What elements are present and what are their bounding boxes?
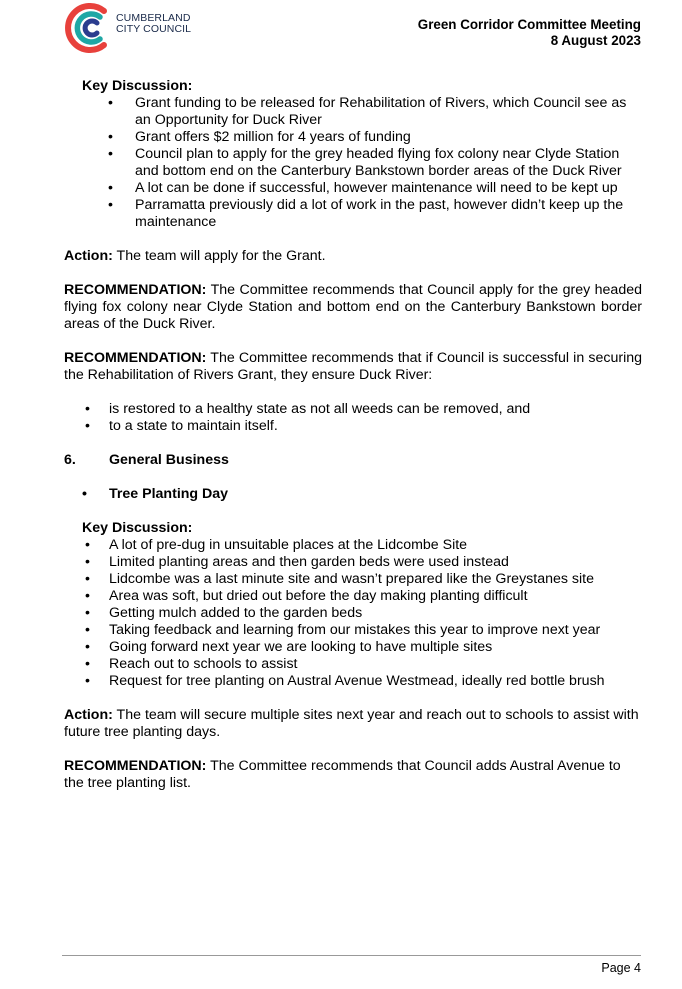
key-discussion-heading: Key Discussion:: [82, 78, 193, 94]
recommendation-text: The Committee recommends that if Council is successful in securing the Rehabilitation of Rivers Grant, they ensure Duck River:: [64, 350, 642, 383]
action-label: Action:: [64, 707, 113, 723]
recommendation-paragraph: [64, 758, 642, 792]
list-item: • Area was soft, but dried out before the day making planting difficult: [82, 588, 642, 605]
list-item: • Grant offers $2 million for 4 years of funding: [108, 129, 642, 146]
action-paragraph: [64, 707, 642, 741]
recommendation-paragraph: [64, 282, 642, 333]
list-item: • Lidcombe was a last minute site and wasn’t prepared like the Greystanes site: [82, 571, 642, 588]
list-item: • is restored to a healthy state as not all weeds can be removed, and: [82, 401, 642, 418]
list-item: • Council plan to apply for the grey headed flying fox colony near Clyde Station and bottom end on the Canterbury Bankstown border areas of the Duck River: [108, 146, 642, 180]
recommendation-label: RECOMMENDATION:: [64, 282, 207, 298]
section-title: General Business: [109, 452, 229, 468]
section-number: 6.: [64, 452, 76, 468]
sub-heading-title: Tree Planting Day: [109, 486, 229, 502]
council-logo-mark-icon: [64, 2, 116, 54]
list-item: • Taking feedback and learning from our mistakes this year to improve next year: [82, 622, 642, 639]
action-text: The team will apply for the Grant.: [112, 248, 326, 264]
logo-line1: CUMBERLAND: [116, 12, 191, 24]
section-heading: [64, 452, 642, 469]
bullet-icon: •: [82, 486, 87, 502]
meeting-title: Green Corridor Committee Meeting: [417, 17, 641, 32]
recommendation-text: The Committee recommends that Council apply for the grey headed flying fox colony near Clyde Station and bottom end on the Canterbury Bankstown border areas of the Duck River.: [64, 282, 642, 332]
meeting-date: 8 August 2023: [550, 33, 641, 48]
sub-heading: [82, 486, 642, 503]
list-item: • Request for tree planting on Austral Avenue Westmead, ideally red bottle brush: [82, 673, 642, 690]
page-header: [418, 17, 641, 49]
list-item: • to a state to maintain itself.: [82, 418, 642, 435]
key-discussion-list: [64, 537, 642, 690]
list-item: • Going forward next year we are looking to have multiple sites: [82, 639, 642, 656]
action-paragraph: [64, 248, 642, 265]
list-item: • A lot can be done if successful, however maintenance will need to be kept up: [108, 180, 642, 197]
list-item: • Parramatta previously did a lot of work in the past, however didn’t keep up the maintenance: [108, 197, 642, 231]
action-text: The team will secure multiple sites next year and reach out to schools to assist with future tree planting days.: [64, 707, 639, 740]
list-item: • Reach out to schools to assist: [82, 656, 642, 673]
key-discussion-list: [64, 95, 642, 231]
action-label: Action:: [64, 248, 113, 264]
list-item: • Limited planting areas and then garden beds were used instead: [82, 554, 642, 571]
page-number: Page 4: [601, 961, 641, 975]
logo-line2: CITY COUNCIL: [116, 23, 192, 35]
recommendation-text: The Committee recommends that Council adds Austral Avenue to the tree planting list.: [64, 758, 621, 791]
key-discussion-heading: Key Discussion:: [82, 520, 193, 536]
footer-divider: [62, 955, 641, 956]
list-item: • Grant funding to be released for Rehabilitation of Rivers, which Council see as an Opportunity for Duck River: [108, 95, 642, 129]
document-body: [64, 78, 642, 792]
list-item: • A lot of pre-dug in unsuitable places at the Lidcombe Site: [82, 537, 642, 554]
logo-text: [116, 13, 191, 35]
list-item: • Getting mulch added to the garden beds: [82, 605, 642, 622]
recommendation-paragraph: [64, 350, 642, 384]
recommendation-label: RECOMMENDATION:: [64, 350, 207, 366]
recommendation-list: [64, 401, 642, 435]
recommendation-label: RECOMMENDATION:: [64, 758, 207, 774]
